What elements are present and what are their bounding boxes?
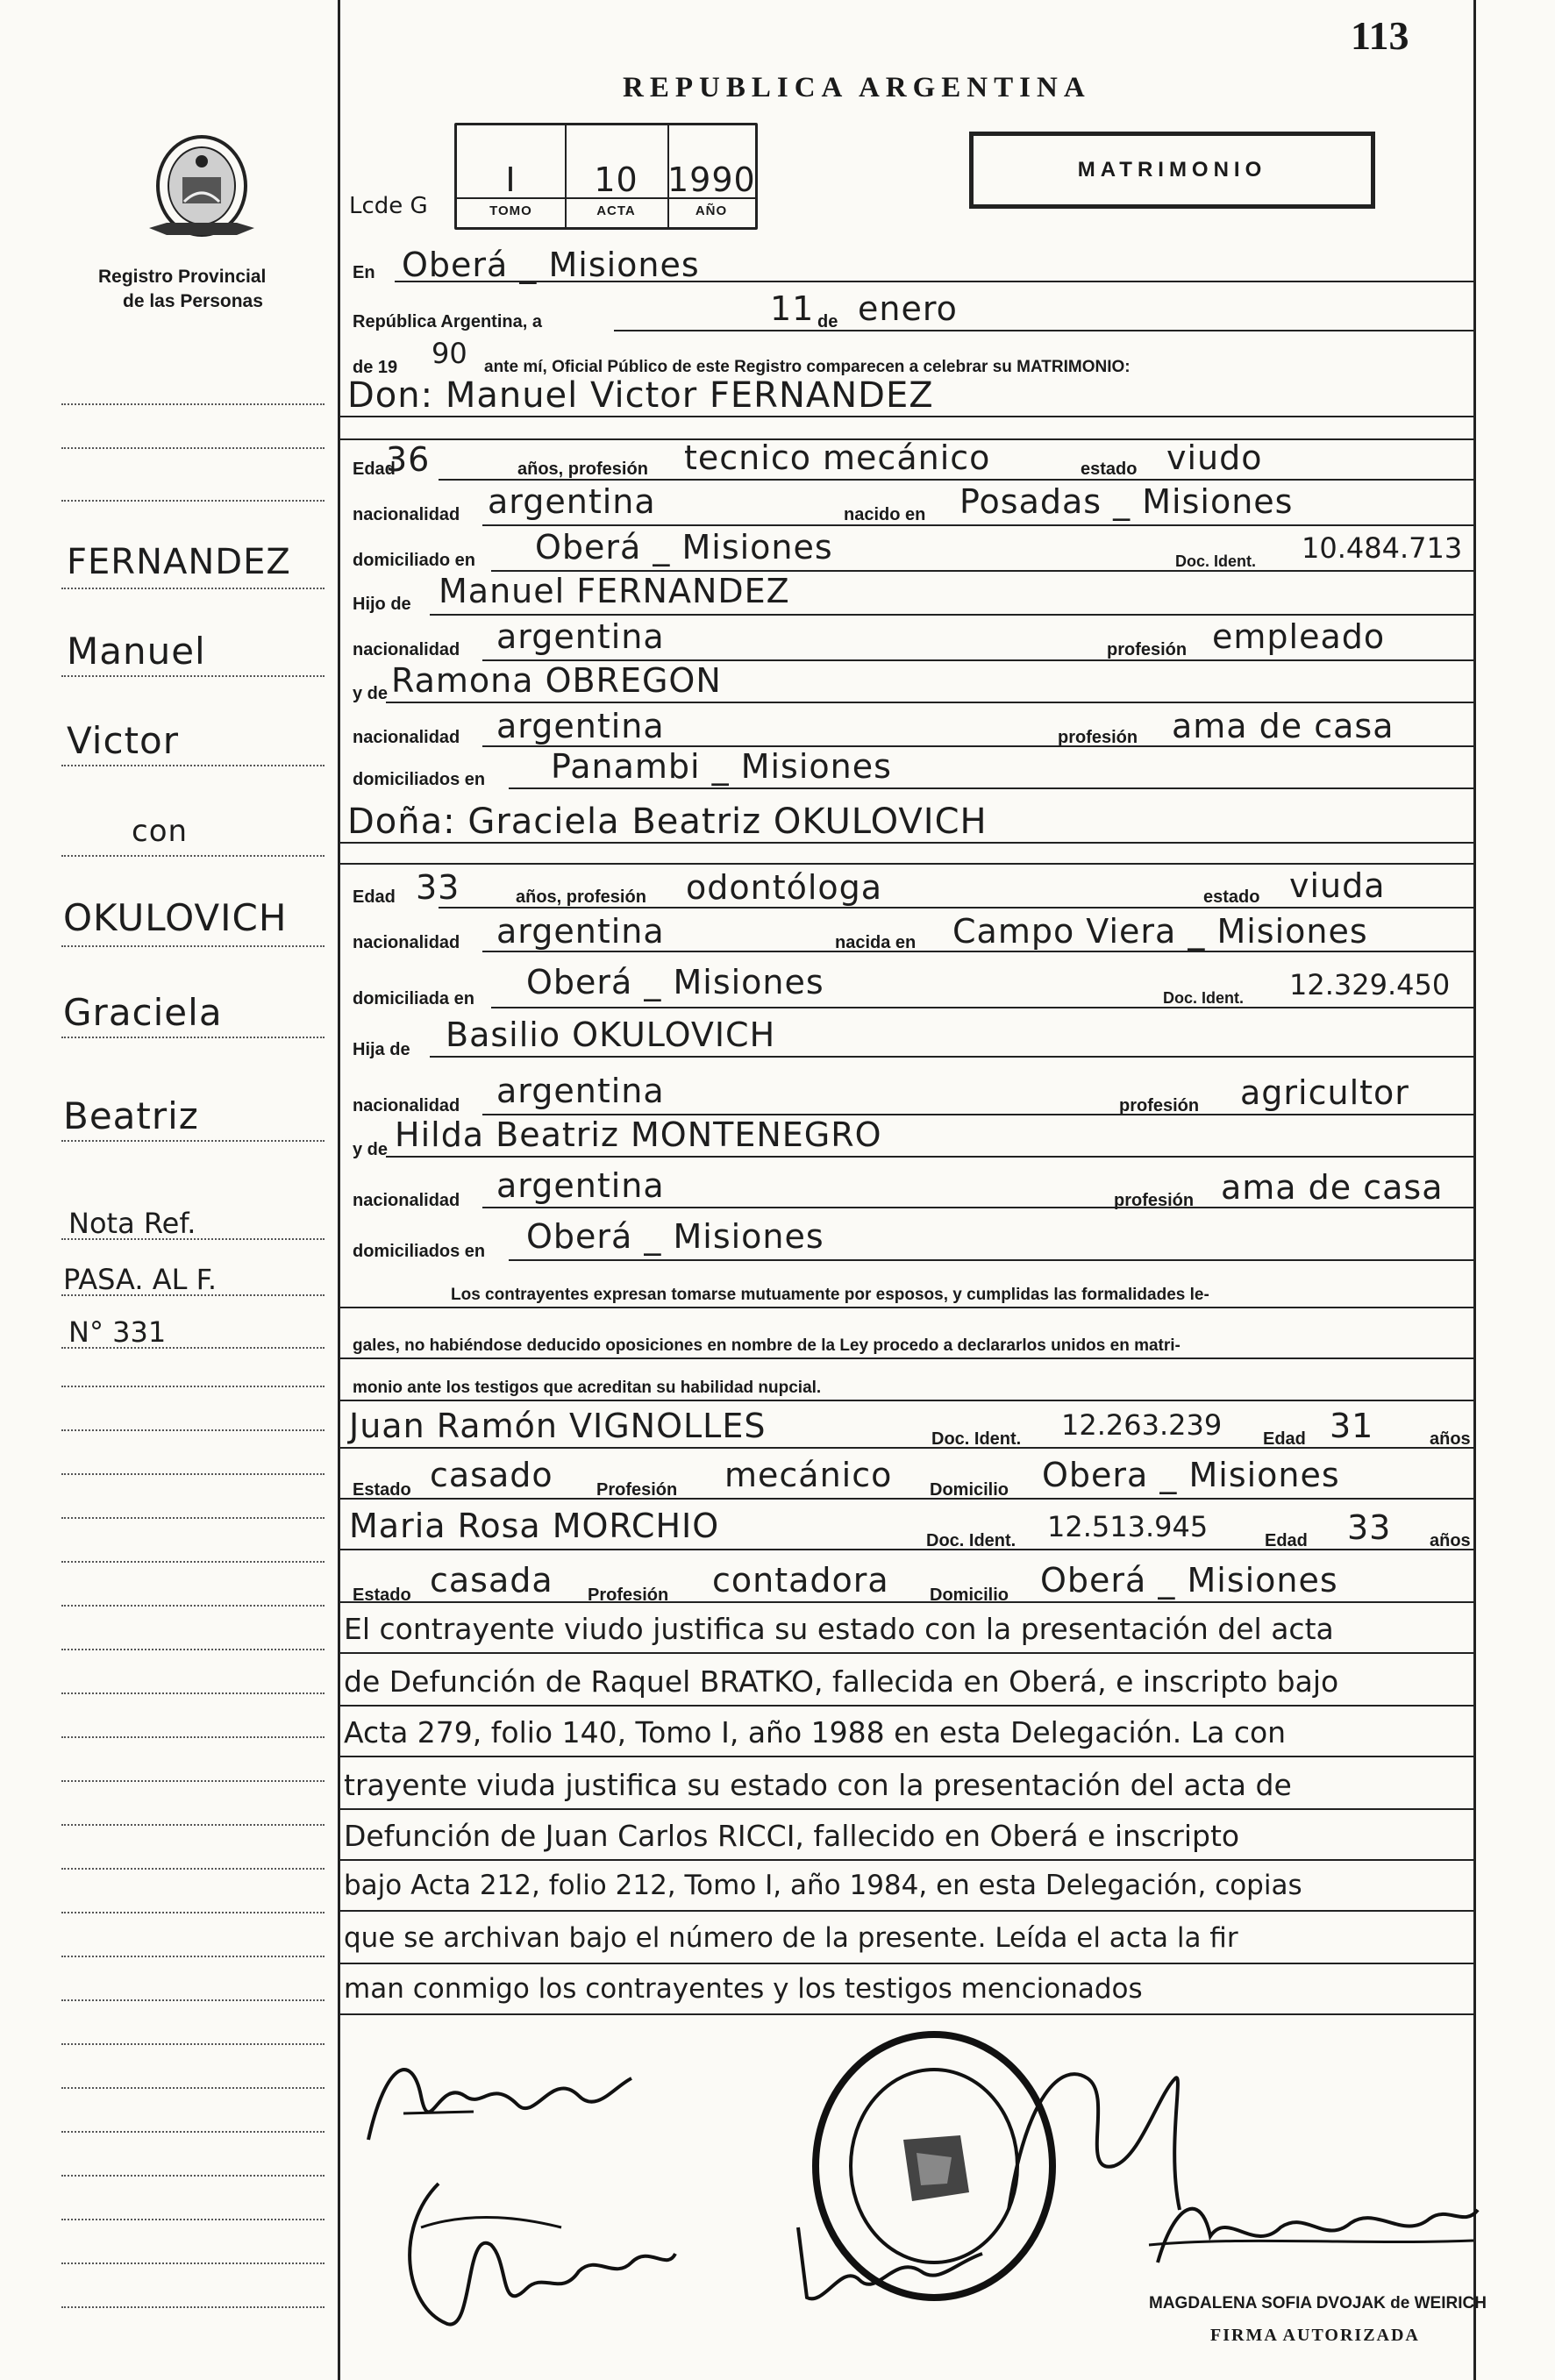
margin-rule	[61, 1956, 325, 1957]
groom-parents-dom-label: domiciliados en	[353, 770, 486, 789]
margin-rule	[61, 1429, 325, 1431]
witness1-estado-label: Estado	[353, 1480, 411, 1500]
official-name-stamp: MAGDALENA SOFIA DVOJAK de WEIRICH	[1149, 2294, 1487, 2312]
rule-line	[614, 330, 1474, 331]
country-heading: REPUBLICA ARGENTINA	[623, 72, 1091, 103]
note-line-5: Defunción de Juan Carlos RICCI, fallecido en Oberá e inscripto	[344, 1819, 1240, 1853]
margin-con: con	[132, 814, 189, 849]
tomo-value: I	[505, 160, 517, 199]
margin-groom-surname: FERNANDEZ	[67, 542, 291, 582]
witness1-age: 31	[1330, 1407, 1374, 1445]
tomo-caption: TOMO	[489, 203, 532, 218]
witness2-dom-label: Domicilio	[930, 1585, 1009, 1605]
rule-line	[338, 1549, 1474, 1550]
witness2-domicile: Oberá _ Misiones	[1040, 1561, 1338, 1600]
bride-hija-label: Hija de	[353, 1040, 410, 1059]
bride-profession: odontóloga	[686, 868, 883, 907]
bride-parents-domicile: Oberá _ Misiones	[526, 1217, 824, 1256]
note-line-7: que se archivan bajo el número de la presente. Leída el acta la fir	[344, 1922, 1238, 1954]
margin-groom-name2: Victor	[67, 719, 180, 762]
witness1-domicile: Obera _ Misiones	[1042, 1456, 1340, 1494]
groom-signature	[351, 2043, 640, 2166]
rule-line	[482, 1207, 1474, 1208]
margin-rule	[61, 2219, 325, 2220]
margin-bride-name1: Graciela	[63, 991, 223, 1034]
margin-rule	[61, 675, 325, 677]
margin-rule	[61, 1238, 325, 1240]
republica-label: República Argentina, a	[353, 312, 542, 331]
provincial-coat-of-arms-logo	[140, 132, 263, 246]
margin-rule	[61, 447, 325, 449]
rule-line	[338, 1910, 1474, 1912]
margin-rule	[61, 1473, 325, 1475]
bride-name: Doña: Graciela Beatriz OKULOVICH	[347, 802, 988, 842]
note-line-1: El contrayente viudo justifica su estado con la presentación del acta	[344, 1612, 1334, 1646]
note-line-8: man conmigo los contrayentes y los testigos mencionados	[344, 1973, 1143, 2005]
groom-doc: 10.484.713	[1302, 531, 1463, 565]
margin-rule	[61, 2175, 325, 2177]
witness1-dom-label: Domicilio	[930, 1480, 1009, 1500]
groom-domicile: Oberá _ Misiones	[535, 528, 833, 566]
rule-line	[338, 1756, 1474, 1757]
bride-domicile: Oberá _ Misiones	[526, 963, 824, 1001]
groom-hijo-label: Hijo de	[353, 595, 411, 614]
margin-rule	[61, 1037, 325, 1038]
groom-nat-label: nacionalidad	[353, 505, 460, 524]
margin-rule	[61, 1912, 325, 1913]
authorized-signature-stamp: FIRMA AUTORIZADA	[1210, 2326, 1420, 2345]
rule-line	[509, 1259, 1474, 1261]
declaration-line3: monio ante los testigos que acreditan su habilidad nupcial.	[353, 1379, 822, 1397]
witness1-edad-label: Edad	[1263, 1429, 1306, 1449]
bride-nationality: argentina	[496, 912, 665, 951]
groom-parents-domicile: Panambi _ Misiones	[551, 747, 892, 786]
margin-rule	[61, 2043, 325, 2045]
margin-rule	[61, 945, 325, 947]
margin-rule	[61, 1649, 325, 1650]
witness2-estado: casada	[430, 1561, 553, 1600]
bride-yde-label: y de	[353, 1140, 389, 1159]
rule-line	[338, 863, 1474, 865]
groom-estado-label: estado	[1081, 460, 1138, 479]
groom-name: Don: Manuel Victor FERNANDEZ	[347, 375, 934, 416]
witness2-age: 33	[1347, 1508, 1392, 1547]
bride-age: 33	[416, 868, 460, 907]
margin-bride-surname: OKULOVICH	[63, 896, 288, 939]
month-value: enero	[858, 289, 958, 328]
rule-line	[482, 951, 1474, 952]
groom-status: viudo	[1166, 438, 1263, 477]
rule-line	[395, 281, 1474, 282]
bride-father: Basilio OKULOVICH	[446, 1015, 776, 1054]
groom-edad-label: Edad	[353, 460, 396, 479]
rule-line	[338, 416, 1474, 417]
margin-rule	[61, 2131, 325, 2133]
margin-rule	[61, 1517, 325, 1519]
rule-line	[338, 842, 1474, 844]
acta-value: 10	[594, 160, 638, 199]
rule-line	[509, 787, 1474, 789]
rule-line	[338, 1601, 1474, 1603]
bride-birthplace: Campo Viera _ Misiones	[952, 912, 1368, 951]
margin-rule	[61, 855, 325, 857]
record-number-box	[454, 123, 758, 230]
place-value: Oberá _ Misiones	[402, 246, 700, 284]
bride-status: viuda	[1289, 866, 1386, 905]
witness2-anos-label: años	[1430, 1531, 1471, 1550]
bride-father-profession: agricultor	[1240, 1073, 1409, 1112]
groom-father: Manuel FERNANDEZ	[439, 572, 790, 610]
rule-line	[430, 1056, 1474, 1058]
day-value: 11	[770, 289, 815, 328]
rule-line	[338, 1307, 1474, 1308]
acta-caption: ACTA	[596, 203, 636, 218]
witness1-name: Juan Ramón VIGNOLLES	[349, 1407, 767, 1445]
witness2-doc-label: Doc. Ident.	[926, 1531, 1016, 1550]
bride-father-nat-label: nacionalidad	[353, 1096, 460, 1115]
bride-mother-prof-label: profesión	[1114, 1191, 1195, 1210]
witness1-profession: mecánico	[724, 1456, 893, 1494]
groom-father-nat-label: nacionalidad	[353, 640, 460, 659]
groom-nationality: argentina	[488, 482, 656, 521]
margin-rule	[61, 2306, 325, 2308]
margin-rule	[61, 1780, 325, 1782]
left-margin-rule	[338, 0, 340, 2380]
margin-rule	[61, 2087, 325, 2089]
margin-rule	[61, 1736, 325, 1738]
bride-signature	[368, 2175, 684, 2350]
rule-line	[338, 1357, 1474, 1359]
rule-line	[338, 1808, 1474, 1810]
bride-nacida-label: nacida en	[835, 933, 917, 952]
note-line-6: bajo Acta 212, folio 212, Tomo I, año 1984, en esta Delegación, copias	[344, 1870, 1302, 1901]
margin-note-pasa: PASA. AL F.	[63, 1263, 218, 1296]
official-signature	[1140, 2175, 1482, 2280]
document-type-label: MATRIMONIO	[1077, 158, 1267, 182]
page-number: 113	[1351, 13, 1409, 58]
rule-line	[491, 1007, 1474, 1008]
declaration-line2: gales, no habiéndose deducido oposiciones en nombre de la Ley procedo a declararlos unidos en matri-	[353, 1336, 1181, 1355]
bride-edad-label: Edad	[353, 887, 396, 907]
ano-value: 1990	[667, 160, 756, 199]
bride-doc: 12.329.450	[1289, 968, 1451, 1001]
margin-rule	[61, 1868, 325, 1870]
margin-rule	[61, 1347, 325, 1349]
rule-line	[386, 1156, 1474, 1158]
note-line-4: trayente viuda justifica su estado con la presentación del acta de	[344, 1768, 1292, 1802]
margin-rule	[61, 1294, 325, 1296]
year-prefix: de 19	[353, 358, 398, 377]
groom-yde-label: y de	[353, 684, 389, 703]
margin-rule	[61, 588, 325, 589]
witness2-doc: 12.513.945	[1047, 1510, 1209, 1543]
document-type-box	[969, 132, 1375, 209]
groom-age: 36	[386, 440, 431, 479]
margin-rule	[61, 1999, 325, 2001]
groom-mother: Ramona OBREGON	[391, 661, 722, 700]
witness1-doc-label: Doc. Ident.	[931, 1429, 1022, 1449]
margin-rule	[61, 1824, 325, 1826]
declaration-line1: Los contrayentes expresan tomarse mutuamente por esposos, y cumplidas las formalidades le-	[451, 1286, 1209, 1304]
margin-rule	[61, 1561, 325, 1563]
rule-line	[338, 1498, 1474, 1500]
witness2-prof-label: Profesión	[588, 1585, 669, 1605]
margin-bride-name2: Beatriz	[63, 1094, 199, 1137]
rule-line	[338, 2013, 1474, 2015]
rule-line	[338, 1447, 1474, 1449]
margin-rule	[61, 1140, 325, 1142]
bride-mother-nat-label: nacionalidad	[353, 1191, 460, 1210]
groom-profession: tecnico mecánico	[684, 438, 991, 477]
margin-groom-name1: Manuel	[67, 630, 206, 673]
en-label: En	[353, 263, 375, 282]
margin-note-number: N° 331	[68, 1315, 167, 1349]
margin-rule	[61, 765, 325, 766]
note-line-2: de Defunción de Raquel BRATKO, fallecida en Oberá, e inscripto bajo	[344, 1664, 1339, 1699]
rule-line	[338, 1652, 1474, 1654]
margin-rule	[61, 403, 325, 405]
margin-note-ref: Nota Ref.	[68, 1207, 196, 1240]
groom-mother-prof-label: profesión	[1058, 728, 1138, 747]
bride-mother-nationality: argentina	[496, 1166, 665, 1205]
margin-rule	[61, 500, 325, 502]
ano-caption: AÑO	[695, 203, 728, 218]
witness1-doc: 12.263.239	[1061, 1408, 1223, 1442]
groom-mother-profession: ama de casa	[1172, 707, 1395, 745]
groom-doc-label: Doc. Ident.	[1175, 552, 1257, 570]
margin-rule	[61, 1386, 325, 1387]
groom-father-profession: empleado	[1212, 617, 1386, 656]
bride-estado-label: estado	[1203, 887, 1260, 907]
right-margin-rule	[1473, 0, 1476, 2380]
rule-line	[439, 479, 1474, 481]
witness2-profession: contadora	[712, 1561, 889, 1600]
margin-rule	[61, 1692, 325, 1694]
groom-anos-label: años, profesión	[517, 460, 648, 479]
groom-father-prof-label: profesión	[1107, 640, 1188, 659]
intro-statement: ante mí, Oficial Público de este Registro comparecen a celebrar su MATRIMONIO:	[484, 358, 1131, 376]
witness1-prof-label: Profesión	[596, 1480, 678, 1500]
bride-mother: Hilda Beatriz MONTENEGRO	[395, 1115, 882, 1154]
groom-dom-label: domiciliado en	[353, 551, 476, 570]
rule-line	[338, 1705, 1474, 1707]
groom-nacido-label: nacido en	[844, 505, 926, 524]
rule-line	[482, 524, 1474, 526]
registry-name-line2: de las Personas	[123, 291, 263, 311]
witness1-anos-label: años	[1430, 1429, 1471, 1449]
bride-mother-profession: ama de casa	[1221, 1168, 1444, 1207]
margin-rule	[61, 1605, 325, 1607]
bride-nat-label: nacionalidad	[353, 933, 460, 952]
groom-birthplace: Posadas _ Misiones	[959, 482, 1294, 521]
delegation-round-seal	[807, 2026, 1061, 2306]
bride-anos-label: años, profesión	[516, 887, 646, 907]
rule-line	[386, 702, 1474, 703]
rule-line	[430, 614, 1474, 616]
bride-father-prof-label: profesión	[1119, 1096, 1200, 1115]
bride-parents-dom-label: domiciliados en	[353, 1242, 486, 1261]
rule-line	[439, 907, 1474, 909]
margin-rule	[61, 2262, 325, 2264]
rule-line	[338, 1859, 1474, 1861]
note-line-3: Acta 279, folio 140, Tomo I, año 1988 en esta Delegación. La con	[344, 1715, 1287, 1749]
registry-name-line1: Registro Provincial	[98, 267, 267, 287]
rule-line	[338, 1400, 1474, 1401]
groom-father-nationality: argentina	[496, 617, 665, 656]
bride-father-nationality: argentina	[496, 1072, 665, 1110]
de-label: de	[817, 312, 838, 331]
groom-mother-nat-label: nacionalidad	[353, 728, 460, 747]
witness2-edad-label: Edad	[1265, 1531, 1308, 1550]
witness2-name: Maria Rosa MORCHIO	[349, 1507, 720, 1545]
bride-doc-label: Doc. Ident.	[1163, 989, 1245, 1007]
rule-line	[338, 1963, 1474, 1964]
witness1-estado: casado	[430, 1456, 553, 1494]
bride-dom-label: domiciliada en	[353, 989, 474, 1008]
year-suffix: 90	[432, 337, 467, 370]
witness2-estado-label: Estado	[353, 1585, 411, 1605]
groom-mother-nationality: argentina	[496, 707, 665, 745]
record-code: Lcde G	[349, 193, 428, 219]
